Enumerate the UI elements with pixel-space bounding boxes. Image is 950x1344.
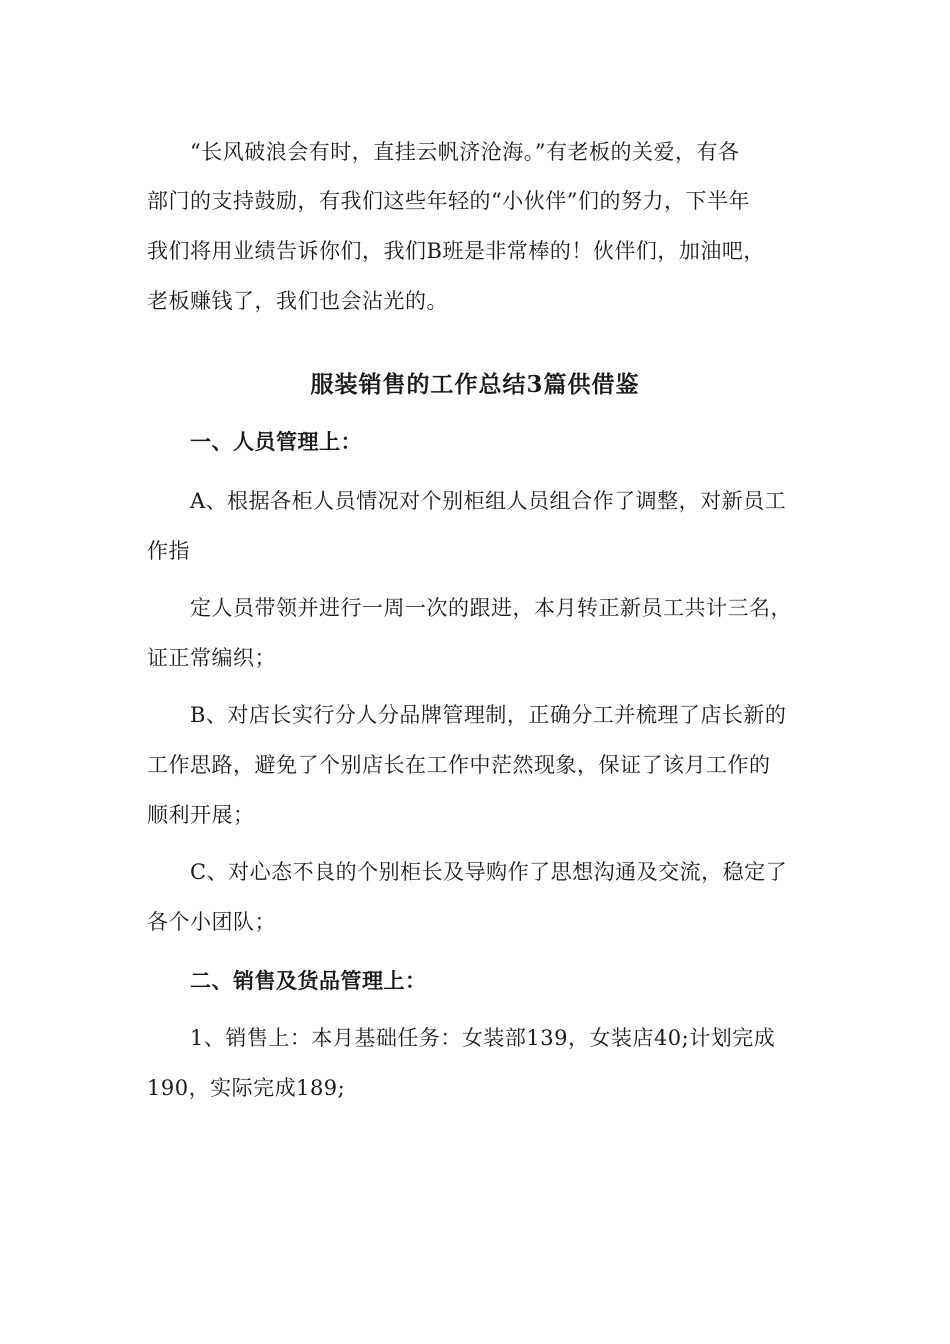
section2-heading: 二、销售及货品管理上： bbox=[190, 968, 427, 993]
document-title: 服装销售的工作总结3篇供借鉴 bbox=[310, 371, 640, 398]
intro-line-1: “长风破浪会有时，直挂云帆济沧海。”有老板的关爱，有各 bbox=[190, 140, 740, 164]
section1-para-a2-line-1: 定人员带领并进行一周一次的跟进，本月转正新员工共计三名， bbox=[190, 596, 792, 620]
section2-para-1-line-2: 190，实际完成189; bbox=[147, 1076, 346, 1100]
section1-para-a-line-2: 作指 bbox=[147, 539, 190, 563]
section1-para-a2-line-2: 证正常编织； bbox=[147, 646, 276, 670]
intro-line-4: 老板赚钱了，我们也会沾光的。 bbox=[147, 289, 448, 313]
section1-heading: 一、人员管理上： bbox=[190, 429, 362, 454]
section2-para-1-line-1: 1、销售上：本月基础任务：女装部139，女装店40;计划完成 bbox=[190, 1026, 776, 1050]
intro-line-2: 部门的支持鼓励，有我们这些年轻的“小伙伴”们的努力，下半年 bbox=[147, 189, 750, 213]
intro-line-3: 我们将用业绩告诉你们，我们B班是非常棒的！伙伴们，加油吧， bbox=[147, 239, 765, 263]
section1-para-c-line-2: 各个小团队； bbox=[147, 910, 276, 934]
section1-para-a-line-1: A、根据各柜人员情况对个别柜组人员组合作了调整，对新员工 bbox=[190, 489, 787, 513]
section1-para-b-line-2: 工作思路，避免了个别店长在工作中茫然现象，保证了该月工作的 bbox=[147, 753, 771, 777]
section1-para-b-line-1: B、对店长实行分人分品牌管理制，正确分工并梳理了店长新的 bbox=[190, 703, 787, 727]
section1-para-b-line-3: 顺利开展； bbox=[147, 803, 255, 827]
section1-para-c-line-1: C、对心态不良的个别柜长及导购作了思想沟通及交流，稳定了 bbox=[190, 860, 788, 884]
